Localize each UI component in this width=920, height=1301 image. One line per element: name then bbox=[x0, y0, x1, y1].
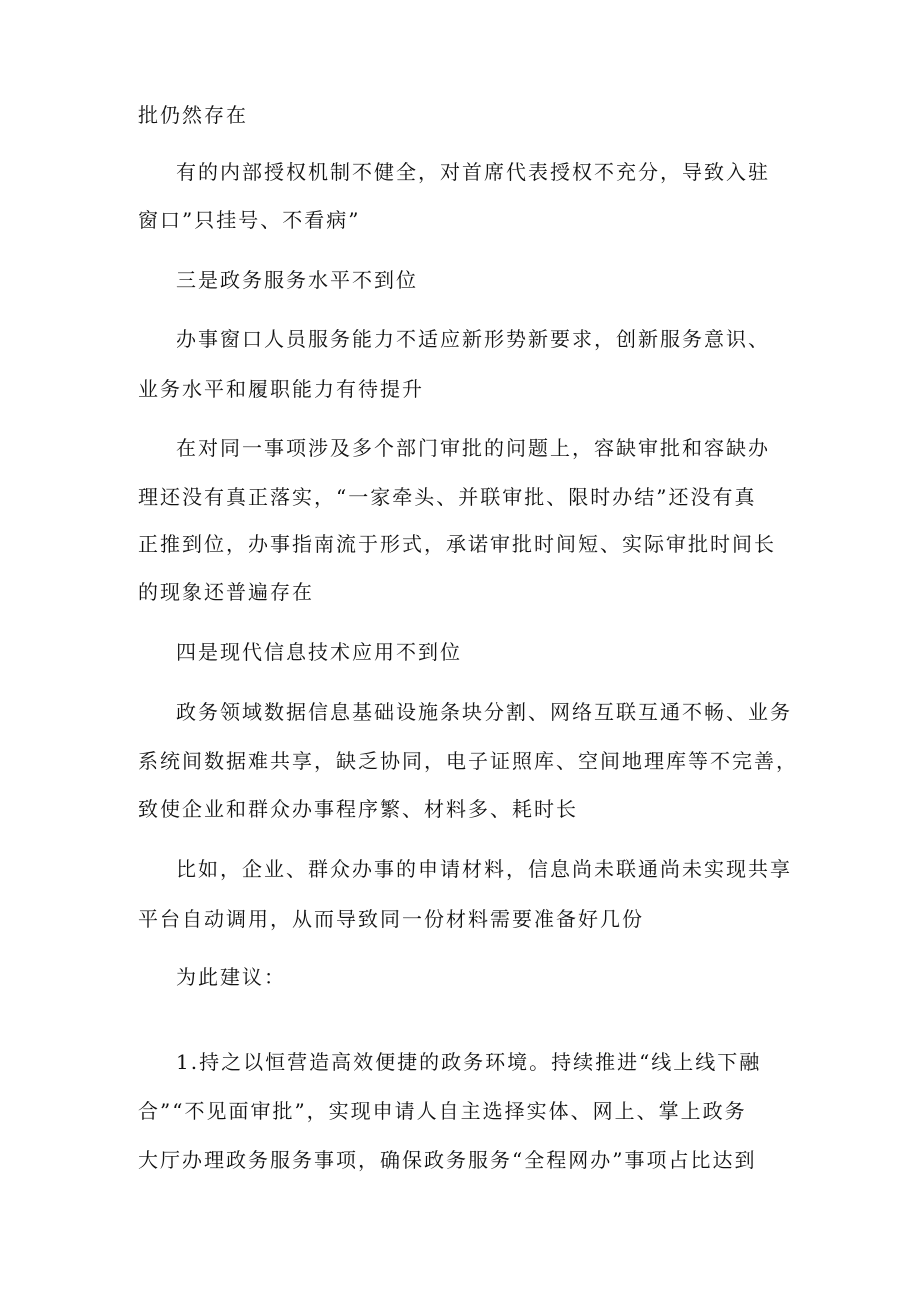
section-heading: 三是政务服务水平不到位 bbox=[176, 268, 418, 292]
text-line: 理还没有真正落实，“一家牵头、并联审批、限时办结”还没有真 bbox=[138, 485, 757, 509]
text-line: 系统间数据难共享，缺乏协同，电子证照库、空间地理库等不完善， bbox=[138, 749, 798, 773]
text-line: 正推到位，办事指南流于形式，承诺审批时间短、实际审批时间长 bbox=[138, 532, 776, 556]
text-line: 的现象还普遍存在 bbox=[138, 580, 314, 604]
text-line: 大厅办理政务服务事项，确保政务服务“全程网办”事项占比达到 bbox=[138, 1148, 757, 1172]
text-line: 有的内部授权机制不健全，对首席代表授权不充分，导致入驻 bbox=[176, 160, 770, 184]
section-heading: 四是现代信息技术应用不到位 bbox=[176, 640, 462, 664]
text-line: 合”“不见面审批”，实现申请人自主选择实体、网上、掌上政务 bbox=[138, 1099, 747, 1123]
text-line: 批仍然存在 bbox=[138, 103, 248, 127]
text-line: 政务领域数据信息基础设施条块分割、网络互联互通不畅、业务 bbox=[176, 700, 792, 724]
text-line: 办事窗口人员服务能力不适应新形势新要求，创新服务意识、 bbox=[176, 327, 770, 351]
text-line: 平台自动调用，从而导致同一份材料需要准备好几份 bbox=[138, 907, 644, 931]
list-item: 1.持之以恒营造高效便捷的政务环境。持续推进“线上线下融 bbox=[176, 1050, 762, 1074]
text-line: 比如，企业、群众办事的申请材料，信息尚未联通尚未实现共享 bbox=[176, 857, 792, 881]
text-line: 致使企业和群众办事程序繁、材料多、耗时长 bbox=[138, 797, 578, 821]
text-line: 业务水平和履职能力有待提升 bbox=[138, 377, 424, 401]
text-line: 窗口”只挂号、不看病” bbox=[138, 208, 361, 232]
text-line: 在对同一事项涉及多个部门审批的问题上，容缺审批和容缺办 bbox=[176, 436, 770, 460]
text-line: 为此建议： bbox=[176, 965, 286, 989]
